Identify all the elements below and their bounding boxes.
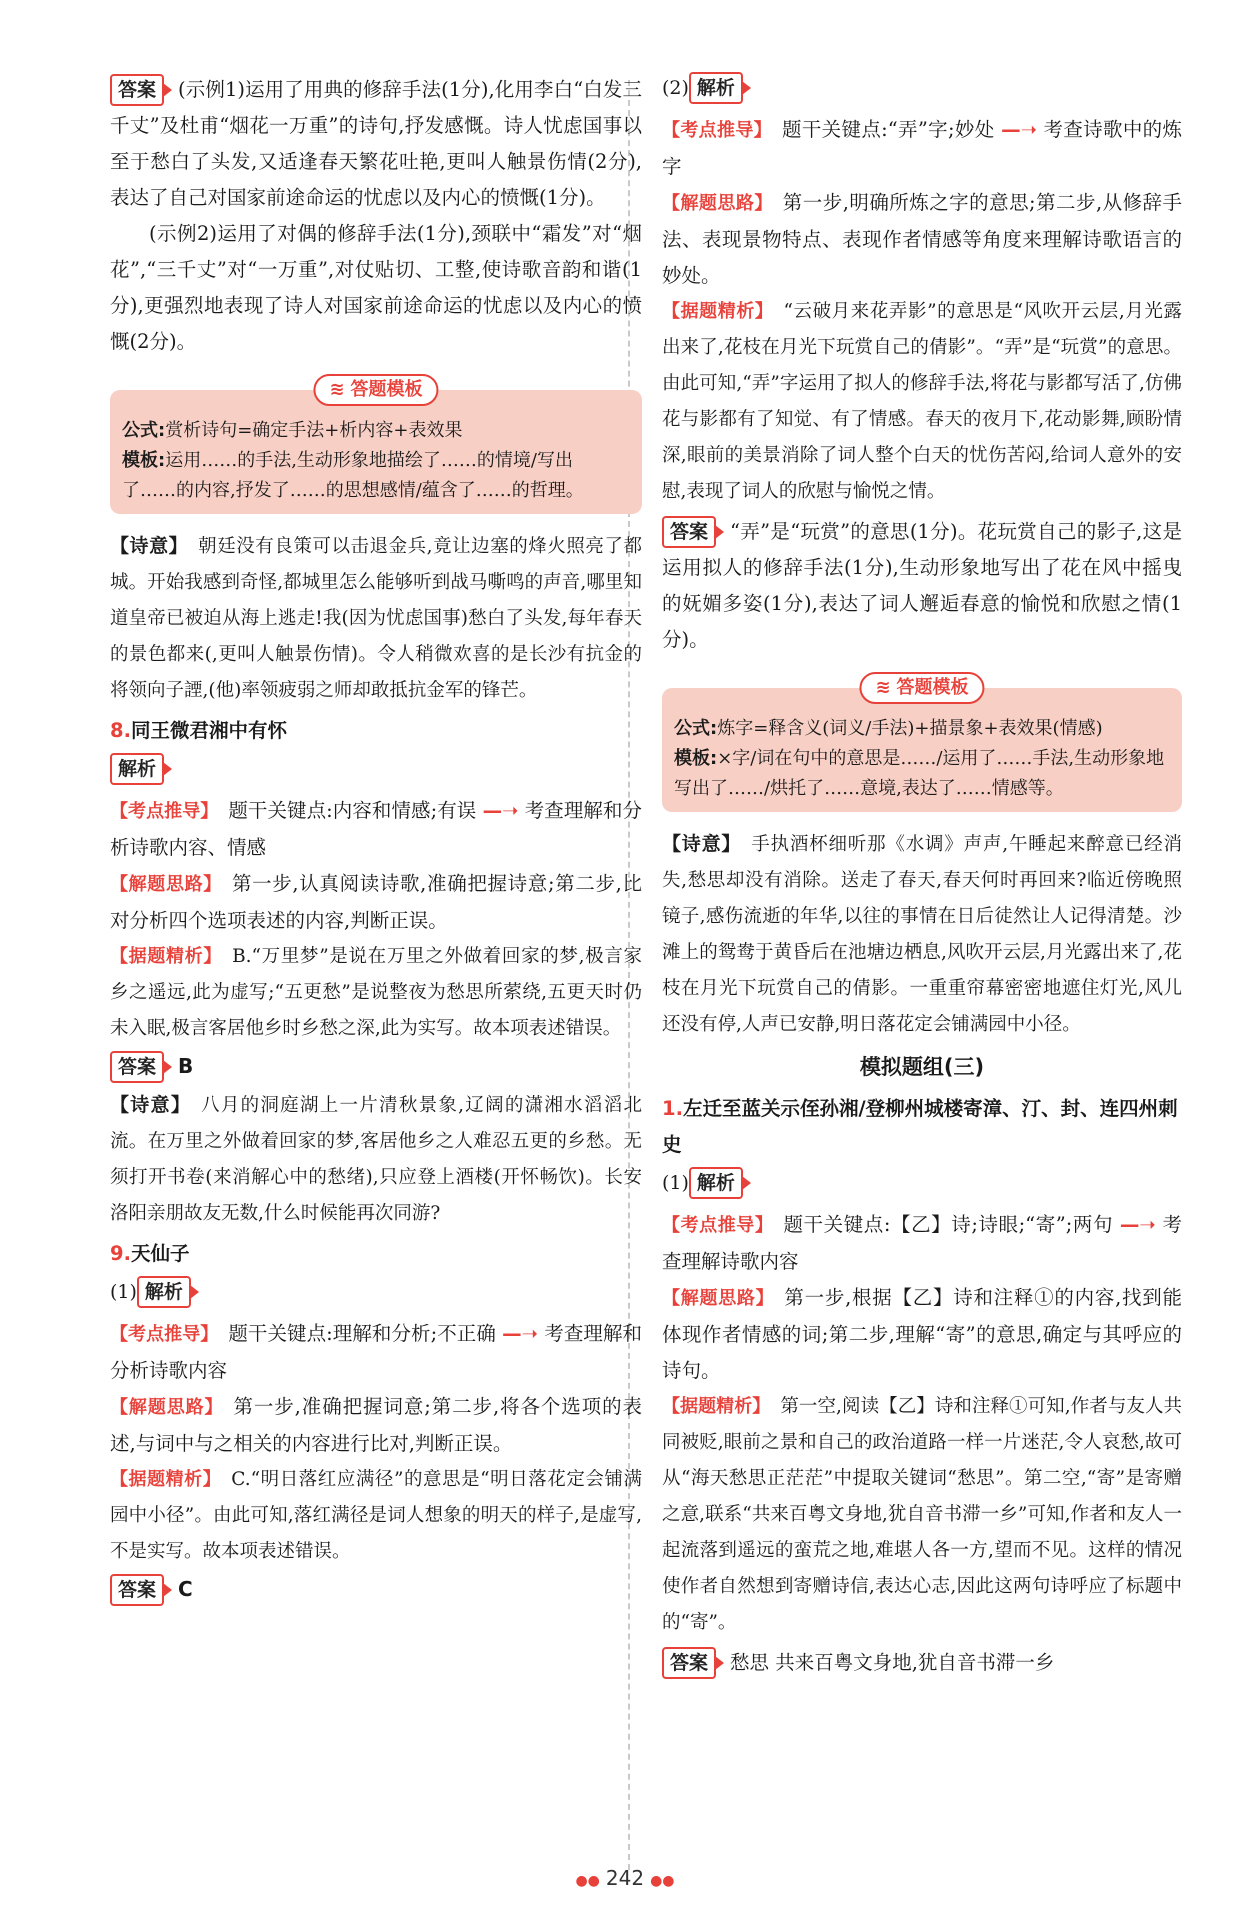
q8-answer: 答案 B [110,1051,642,1083]
q9-2-answer: 答案 “弄”是“玩赏”的意思(1分)。花玩赏自己的影子,这是运用拟人的修辞手法(1分),生动形象地写出了花在风中摇曳的妩媚多姿(1分),表达了词人邂逅春意的愉悦和欣慰之情(1分)。 [662,514,1182,658]
template-formula: 公式:赏析诗句=确定手法+析内容+表效果 [122,420,463,441]
page-number: ●● 242 ●● [575,1866,675,1890]
s3-q1-answer: 答案 愁思 共来百粤文身地,犹自音书滞一乡 [662,1645,1182,1681]
q8-jingxi: 【据题精析】 B.“万里梦”是说在万里之外做着回家的梦,极言家乡之遥远,此为虚写;“五更愁”是说整夜为愁思所萦绕,五更天时仍未入眠,极言客居他乡时乡愁之深,此为实写。故本项表述错误。 [110,946,643,1039]
template-model: 模板:×字/词在句中的意思是……/运用了……手法,生动形象地写出了……/烘托了……意境,表达了……情感等。 [674,748,1165,799]
arrow-right-icon: —➝ [482,799,519,822]
q9-jingxi: 【据题精析】 C.“明日落红应满径”的意思是“明日落花定会铺满园中小径”。由此可知,落红满径是词人想象的明天的样子,是虚写,不是实写。故本项表述错误。 [110,1469,642,1562]
q8-jieti: 【解题思路】 第一步,认真阅读诗歌,准确把握诗意;第二步,比对分析四个选项表述的内容,判断正误。 [110,872,643,932]
analysis-tag: 解析 [137,1276,191,1308]
q8-poem-meaning: 【诗意】 八月的洞庭湖上一片清秋景象,辽阔的潇湘水滔滔北流。在万里之外做着回家的梦,客居他乡之人难忍五更的乡愁。无须打开书卷(来消解心中的愁绪),只应登上酒楼(开怀畅饮)。长安洛阳亲朋故友无数,什么时候能再次同游? [110,1094,642,1224]
q9-kaodian: 【考点推导】 题干关键点:理解和分析;不正确 —➝ 考查理解和分析诗歌内容 [110,1322,643,1382]
q8-kaodian: 【考点推导】 题干关键点:内容和情感;有误 —➝ 考查理解和分析诗歌内容、情感 [110,799,642,859]
s3-q1-jingxi: 【据题精析】 第一空,阅读【乙】诗和注释①可知,作者与友人共同被贬,眼前之景和自己的政治道路一样一片迷茫,令人哀愁,故可从“海天愁思正茫茫”中提取关键词“愁思”。第二空,“寄”是寄赠之意,联系“共来百粤文身地,犹自音书滞一乡”可知,作者和友人一起流落到遥远的蛮荒之地,难堪人各一方,望而不见。这样的情况使作者自然想到寄赠诗信,表达心志,因此这两句诗呼应了标题中的“寄”。 [662,1396,1183,1633]
analysis-tag: 解析 [110,753,164,785]
q9-2-jieti: 【解题思路】 第一步,明确所炼之字的意思;第二步,从修辞手法、表现景物特点、表现作者情感等角度来理解诗歌语言的妙处。 [662,191,1183,287]
s3-q1-title: 1.左迁至蓝关示侄孙湘/登柳州城楼寄漳、汀、封、连四州刺史 [662,1097,1178,1156]
answer-template-box [662,677,1182,812]
q7-answer-2: (示例2)运用了对偶的修辞手法(1分),颈联中“霜发”对“烟花”,“三千丈”对“一万重”,对仗贴切、工整,使诗歌音韵和谐(1分),更强烈地表现了诗人对国家前途命运的忧虑以及内心的愤慨(2分)。 [110,222,642,353]
q9-2-jingxi: 【据题精析】 “云破月来花弄影”的意思是“风吹开云层,月光露出来了,花枝在月光下玩赏自己的倩影”。“弄”是“玩赏”的意思。由此可知,“弄”字运用了拟人的修辞手法,将花与影都写活了,仿佛花与影都有了知觉、有了情感。春天的夜月下,花动影舞,顾盼情深,眼前的美景消除了词人整个白天的忧伤苦闷,给词人意外的安慰,表现了词人的欣慰与愉悦之情。 [662,301,1182,502]
q9-title: 9.天仙子 [110,1242,190,1265]
analysis-tag: 解析 [689,1167,743,1199]
answer-tag: 答案 [110,74,164,106]
template-title: ≋ 答题模板 [313,374,438,406]
template-formula: 公式:炼字=释含义(词义/手法)+描景象+表效果(情感) [674,718,1103,739]
q8-title: 8.同王微君湘中有怀 [110,719,287,742]
q9-2-kaodian: 【考点推导】 题干关键点:“弄”字;妙处 —➝ 考查诗歌中的炼字 [662,118,1183,178]
layers-icon: ≋ [875,677,891,698]
arrow-right-icon: —➝ [502,1322,538,1345]
arrow-right-icon: —➝ [1001,118,1037,141]
q7-poem-meaning: 【诗意】 朝廷没有良策可以击退金兵,竟让边塞的烽火照亮了都城。开始我感到奇怪,都城里怎么能够听到战马嘶鸣的声音,哪里知道皇帝已被迫从海上逃走!我(因为忧虑国事)愁白了头发,每年春天的景色都来(,更叫人触景伤情)。令人稍微欢喜的是长沙有抗金的将领向子諲,(他)率领疲弱之师却敢抵抗金军的锋芒。 [110,535,642,701]
q9-answer: 答案 C [110,1574,642,1606]
arrow-right-icon: —➝ [1119,1213,1156,1236]
q9-poem-meaning: 【诗意】 手执酒杯细听那《水调》声声,午睡起来醉意已经消失,愁思却没有消除。送走了春天,春天何时再回来?临近傍晚照镜子,感伤流逝的年华,以往的事情在日后徒然让人记得清楚。沙滩上的鸳鸯于黄昏后在池塘边栖息,风吹开云层,月光露出来了,花枝在月光下玩赏自己的倩影。一重重帘幕密密地遮住灯光,风儿还没有停,人声已安静,明日落花定会铺满园中小径。 [662,833,1182,1035]
answer-template-box [110,379,642,514]
template-title: ≋ 答题模板 [859,672,984,704]
s3-q1-kaodian: 【考点推导】 题干关键点:【乙】诗;诗眼;“寄”;两句 —➝ 考查理解诗歌内容 [662,1213,1183,1273]
layers-icon: ≋ [329,379,345,400]
left-column: 答案 (示例1)运用了用典的修辞手法(1分),化用李白“白发三千丈”及杜甫“烟花一万重”的诗句,抒发感慨。诗人忧虑国事以至于愁白了头发,又适逢春天繁花吐艳,更叫人触景伤情(2分),表达了自己对国家前途命运的忧虑以及内心的愤慨(1分)。 (示例2)运用了对偶的修辞手法(1分),颈联中“霜发”对“烟花”,“三千丈”对“一万重”,对仗贴切、工整,使诗歌音韵和谐(1分),更强烈地表现了诗人对国家前途命运的忧虑以及内心的愤慨(2分)。 ≋ 答题模板 公式:赏析诗句=确定手法+析内容+表效果 模板:运用……的手法,生动形象地描绘了……的情境/写出了……的内容,抒发了……的思想感情/蕴含了……的哲理。 【诗意】 朝廷没有良策可以击退金兵,竟让边塞的烽火照亮了都城。开始我感到奇怪,都城里怎么能够听到战马嘶鸣的声音,哪里知道皇帝已被迫从海上逃走!我(因为忧虑国事)愁白了头发,每年春天的景色都来(,更叫人触景伤情)。令人稍微欢喜的是长沙有抗金的将领向子諲,(他)率领疲弱之师却敢抵抗金军的锋芒。 8.同王微君湘中有怀 解析 【考点推导】 题干关键点:内容和情感;有误 —➝ 考查理解和分析诗歌内容、情感 【解题思路】 第一步,认真阅读诗歌,准确把握诗意;第二步,比对分析四个选项表述的内容,判断正误。 【据题精析】 B.“万里梦”是说在万里之外做着回家的梦,极言家乡之遥远,此为虚写;“五更愁”是说整夜为愁思所萦绕,五更天时仍未入眠,极言客居他乡时乡愁之深,此为实写。故本项表述错误。 答案 B 【诗意】 八月的洞庭湖上一片清秋景象,辽阔的潇湘水滔滔北流。在万里之外做着回家的梦,客居他乡之人难忍五更的乡愁。无须打开书卷(来消解心中的愁绪),只应登上酒楼(开怀畅饮)。长安洛阳亲朋故友无数,什么时候能再次同游? 9.天仙子 (1) 解析 【考点推导】 题干关键点:理解和分析;不正确 —➝ 考查理解和分析诗歌内容 【解题思路】 第一步,准确把握词意;第二步,将各个选项的表述,与词中与之相关的内容进行比对,判断正误。 【据题精析】 C.“明日落红应满径”的意思是“明日落花定会铺满园中小径”。由此可知,落红满径是词人想象的明天的样子,是虚写,不是实写。故本项表述错误。 答案 C [110,72,642,1606]
right-column: (2) 解析 【考点推导】 题干关键点:“弄”字;妙处 —➝ 考查诗歌中的炼字 【解题思路】 第一步,明确所炼之字的意思;第二步,从修辞手法、表现景物特点、表现作者情感等角度来理解诗歌语言的妙处。 【据题精析】 “云破月来花弄影”的意思是“风吹开云层,月光露出来了,花枝在月光下玩赏自己的倩影”。“弄”是“玩赏”的意思。由此可知,“弄”字运用了拟人的修辞手法,将花与影都写活了,仿佛花与影都有了知觉、有了情感。春天的夜月下,花动影舞,顾盼情深,眼前的美景消除了词人整个白天的忧伤苦闷,给词人意外的安慰,表现了词人的欣慰与愉悦之情。 答案 “弄”是“玩赏”的意思(1分)。花玩赏自己的影子,这是运用拟人的修辞手法(1分),生动形象地写出了花在风中摇曳的妩媚多姿(1分),表达了词人邂逅春意的愉悦和欣慰之情(1分)。 ≋ 答题模板 公式:炼字=释含义(词义/手法)+描景象+表效果(情感) 模板:×字/词在句中的意思是……/运用了……手法,生动形象地写出了……/烘托了……意境,表达了……情感等。 【诗意】 手执酒杯细听那《水调》声声,午睡起来醉意已经消失,愁思却没有消除。送走了春天,春天何时再回来?临近傍晚照镜子,感伤流逝的年华,以往的事情在日后徒然让人记得清楚。沙滩上的鸳鸯于黄昏后在池塘边栖息,风吹开云层,月光露出来了,花枝在月光下玩赏自己的倩影。一重重帘幕密密地遮住灯光,风儿还没有停,人声已安静,明日落花定会铺满园中小径。 模拟题组(三) 1.左迁至蓝关示侄孙湘/登柳州城楼寄漳、汀、封、连四州刺史 (1) 解析 【考点推导】 题干关键点:【乙】诗;诗眼;“寄”;两句 —➝ 考查理解诗歌内容 【解题思路】 第一步,根据【乙】诗和注释①的内容,找到能体现作者情感的词;第二步,理解“寄”的意思,确定与其呼应的诗句。 【据题精析】 第一空,阅读【乙】诗和注释①可知,作者与友人共同被贬,眼前之景和自己的政治道路一样一片迷茫,令人哀愁,故可从“海天愁思正茫茫”中提取关键词“愁思”。第二空,“寄”是寄赠之意,联系“共来百粤文身地,犹自音书滞一乡”可知,作者和友人一起流落到遥远的蛮荒之地,难堪人各一方,望而不见。这样的情况使作者自然想到寄赠诗信,表达心志,因此这两句诗呼应了标题中的“寄”。 答案 愁思 共来百粤文身地,犹自音书滞一乡 [662,72,1182,1681]
analysis-tag: 解析 [689,72,743,104]
template-model: 模板:运用……的手法,生动形象地描绘了……的情境/写出了……的内容,抒发了……的思想感情/蕴含了……的哲理。 [122,450,584,501]
s3-q1-jieti: 【解题思路】 第一步,根据【乙】诗和注释①的内容,找到能体现作者情感的词;第二步,理解“寄”的意思,确定与其呼应的诗句。 [662,1286,1182,1382]
q9-jieti: 【解题思路】 第一步,准确把握词意;第二步,将各个选项的表述,与词中与之相关的内容进行比对,判断正误。 [110,1395,643,1455]
q7-answer-1: 答案 (示例1)运用了用典的修辞手法(1分),化用李白“白发三千丈”及杜甫“烟花一万重”的诗句,抒发感慨。诗人忧虑国事以至于愁白了头发,又适逢春天繁花吐艳,更叫人触景伤情(2分),表达了自己对国家前途命运的忧虑以及内心的愤慨(1分)。 [110,72,642,216]
section-title: 模拟题组(三) [859,1055,985,1079]
